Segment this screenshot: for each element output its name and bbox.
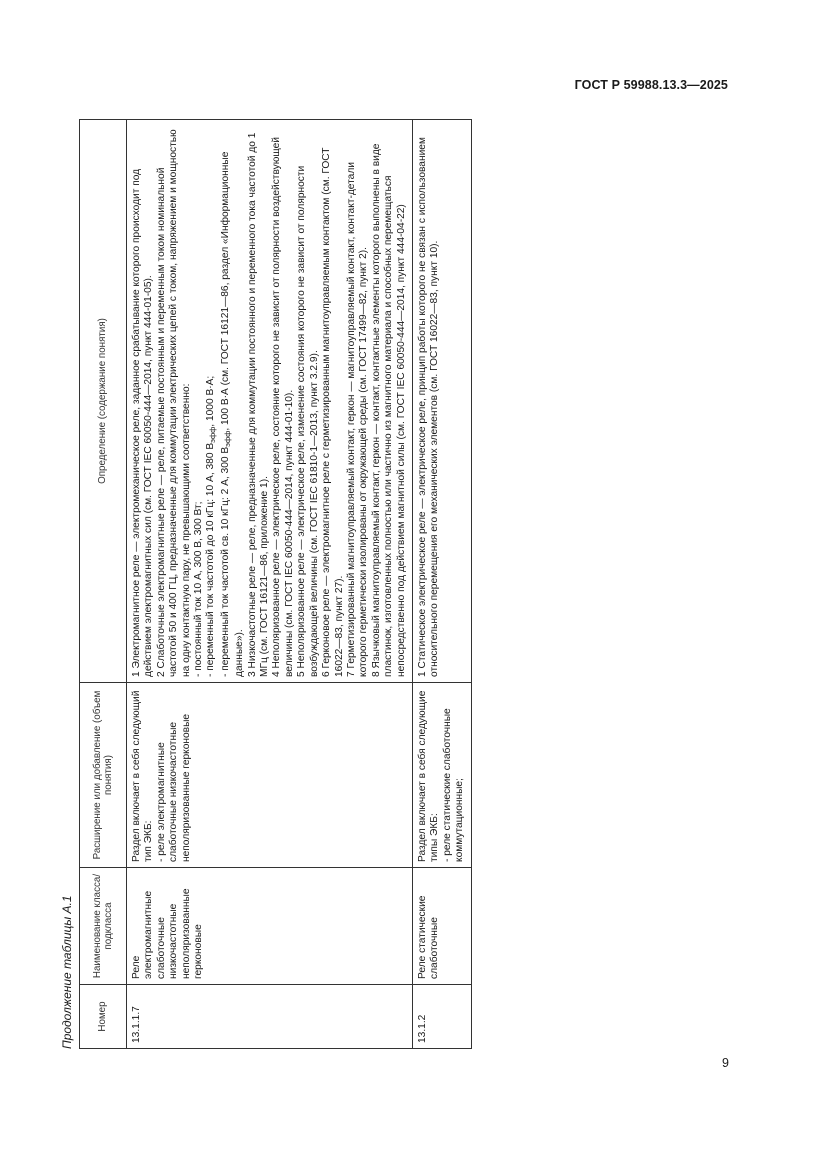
cell-class-name: Реле статические слаботочные: [412, 868, 471, 985]
definition-line: 4 Неполяризованное реле — электрическое реле, состояние которого не зависит от полярности воздействующей величины (см. ГОСТ IEC 60050-444—2014, пункт 444-01-10).: [271, 137, 295, 677]
definition-line: 1 Электромагнитное реле — электромеханическое реле, заданное срабатывание которого происходит под действием электромагнитных сил (см. ГОСТ IEC 60050-444—2014, пункт 444-01-05).: [131, 168, 155, 677]
definition-line: - переменный ток частотой до 10 кГц: 10 А, 380 $В_{эфф}$, 1000 В·А;: [205, 375, 218, 677]
definitions-table: [79, 119, 472, 1049]
page-number: 9: [722, 1056, 729, 1070]
definition-line: 2 Слаботочные электромагнитные реле — реле, питаемые постоянным и переменным током номинальной частотой 50 и 400 ГЦ, предназначенные для коммутации электрических цепей с током, напряжением и мощностью на одну контактную пару, не превышающими соответственно:: [155, 129, 192, 677]
cell-class-name: Реле электромагнитные слаботочные низкочастотные неполяризованные герконовые: [127, 868, 413, 985]
definition-line: 1 Статическое электрическое реле — электрическое реле, принцип работы которого не связан с использованием относительного перемещения его механических элементов (см. ГОСТ 16022—83, пункт 10).: [416, 137, 441, 677]
standard-number: ГОСТ Р 59988.13.3—2025: [574, 78, 728, 92]
cell-definition: [412, 120, 471, 683]
definition-line: - переменный ток частотой св. 10 кГц: 2 А, 300 $В_{эфф}$, 100 В·А (см. ГОСТ 16121—86, раздел «Информационные данные»).: [219, 151, 246, 677]
header-scope: Расширение или добавление (объем понятия): [80, 683, 127, 868]
definition-line: 5 Неполяризованное реле — электрическое реле, изменение состояния которого не зависит от полярности возбуждающей величины (см. ГОСТ IEC 61810-1—2013, пункт 3.2.9).: [296, 165, 320, 677]
header-definition: Определение (содержание понятия): [80, 120, 127, 683]
cell-number: 13.1.2: [412, 985, 471, 1049]
table-caption: Продолжение таблицы А.1: [60, 895, 74, 1049]
table-header-row: [80, 120, 127, 1049]
cell-scope: Раздел включает в себя следующие типы ЭКБ: - реле статические слаботочные коммутационные;: [412, 683, 471, 868]
header-number: Номер: [80, 985, 127, 1049]
definition-line: 3 Низкочастотные реле — реле, предназначенные для коммутации постоянного и переменного тока частотой до 1 МГц (см. ГОСТ 16121—86, приложение 1).: [246, 132, 271, 677]
table-row: [127, 120, 413, 1049]
cell-scope: Раздел включает в себя следующий тип ЭКБ: - реле электромагнитные слаботочные низкочастотные неполяризованные герконовые: [127, 683, 413, 868]
definition-line: - постоянный ток 10 А, 300 В, 300 Вт;: [193, 501, 205, 677]
cell-number: 13.1.1.7: [127, 985, 413, 1049]
cell-definition: [127, 120, 413, 683]
definition-line: 7 Герметизированный магнитоуправляемый контакт, геркон — магнитоуправляемый контакт, контакт-детали которого герметически изолированы от окружающей среды (см. ГОСТ 17499—82, пункт 2).: [345, 162, 370, 677]
header-class-name: Наименование класса/подкласса: [80, 868, 127, 985]
definition-line: 6 Герконовое реле — электромагнитное реле с герметизированным магнитоуправляемым контактом (см. ГОСТ 16022—83, пункт 27).: [321, 147, 345, 677]
table-row: [412, 120, 471, 1049]
definition-line: 8 Язычковый магнитоуправляемый контакт, геркон — контакт, контактные элементы которого выполнены в виде пластинок, изготовленных полностью или частично из магнитного материала и способных перемещаться непосредственно под действием магнитной силы (см. ГОСТ IEC 60050-444—2014, пункт 444-04-22): [370, 143, 407, 677]
rotated-table-region: [60, 119, 670, 1049]
